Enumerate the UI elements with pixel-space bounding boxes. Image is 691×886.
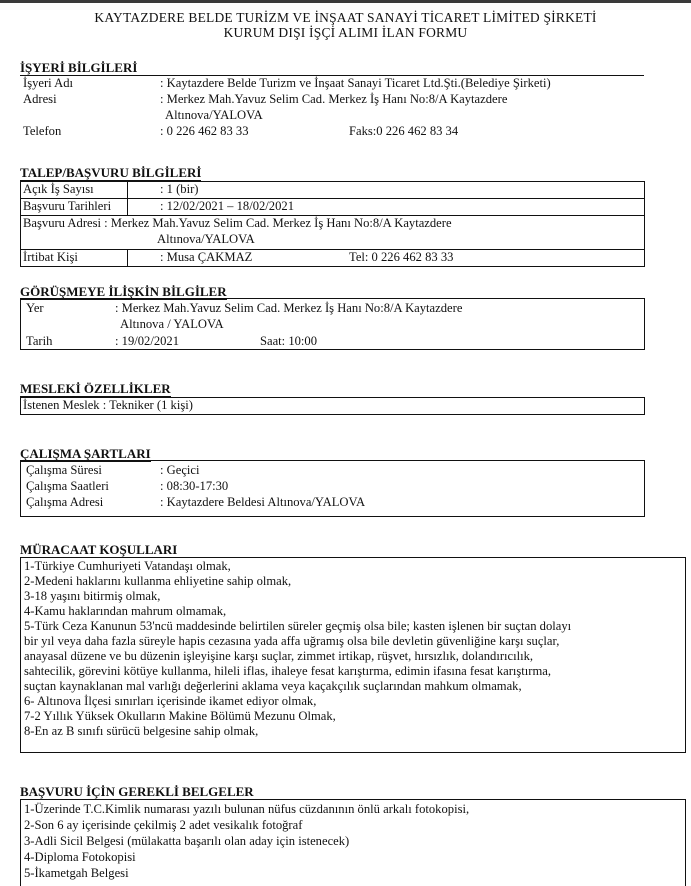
- calisma-sure-label: Çalışma Süresi: [26, 463, 102, 477]
- talep-acik-value: : 1 (bir): [160, 182, 199, 196]
- section-muracaat-title: MÜRACAAT KOŞULLARI: [20, 542, 178, 557]
- talep-tel: Tel: 0 226 462 83 33: [349, 250, 454, 264]
- muracaat-item: 4-Kamu haklarından mahrum olmamak,: [24, 604, 227, 618]
- isyeri-phone-label: Telefon: [23, 124, 62, 138]
- muracaat-item: 6- Altınova İlçesi sınırları içerisinde ikamet ediyor olmak,: [24, 694, 317, 708]
- muracaat-item: bir yıl veya daha fazla süreyle hapis cezasına yada affa uğramış olsa bile devletin güvenliğine karşı suçlar,: [24, 634, 560, 648]
- muracaat-item: 2-Medeni haklarını kullanma ehliyetine sahip olmak,: [24, 574, 292, 588]
- gorusme-tarih-value: : 19/02/2021: [115, 334, 180, 348]
- section-mesleki-title: MESLEKİ ÖZELLİKLER: [20, 381, 171, 396]
- belgeler-item: 2-Son 6 ay içerisinde çekilmiş 2 adet vesikalık fotoğraf: [24, 818, 303, 832]
- company-title: KAYTAZDERE BELDE TURİZM VE İNŞAAT SANAYİ TİCARET LİMİTED ŞİRKETİ: [94, 10, 597, 25]
- calisma-saat-value: : 08:30-17:30: [160, 479, 229, 493]
- isyeri-name-label: İşyeri Adı: [23, 76, 74, 90]
- section-talep-title: TALEP/BAŞVURU BİLGİLERİ: [20, 165, 202, 180]
- section-belgeler-title: BAŞVURU İÇİN GEREKLİ BELGELER: [20, 784, 254, 799]
- talep-adres-line1: Başvuru Adresi : Merkez Mah.Yavuz Selim Cad. Merkez İş Hanı No:8/A Kaytazdere: [23, 216, 452, 230]
- mesleki-line: İstenen Meslek : Tekniker (1 kişi): [23, 398, 193, 412]
- talep-adres-line2: Altınova/YALOVA: [157, 232, 255, 246]
- talep-col-divider-b: [127, 249, 128, 267]
- belgeler-list: [24, 801, 469, 881]
- muracaat-item: 3-18 yaşını bitirmiş olmak,: [24, 589, 161, 603]
- section-calisma-title: ÇALIŞMA ŞARTLARI: [20, 446, 151, 461]
- muracaat-item: 8-En az B sınıfı sürücü belgesine sahip olmak,: [24, 724, 259, 738]
- belgeler-item: 3-Adli Sicil Belgesi (mülakatta başarılı olan aday için istenecek): [24, 834, 350, 848]
- calisma-saat-label: Çalışma Saatleri: [26, 479, 109, 493]
- belgeler-item: 4-Diploma Fotokopisi: [24, 850, 136, 864]
- talep-acik-label: Açık İş Sayısı: [23, 182, 94, 196]
- gorusme-saat: Saat: 10:00: [260, 334, 318, 348]
- calisma-adres-label: Çalışma Adresi: [26, 495, 104, 509]
- belgeler-item: 5-İkametgah Belgesi: [24, 866, 129, 880]
- form-title: KURUM DIŞI İŞÇİ ALIMI İLAN FORMU: [223, 25, 468, 40]
- talep-irtibat-value: : Musa ÇAKMAZ: [160, 250, 253, 264]
- talep-irtibat-label: İrtibat Kişi: [23, 250, 78, 264]
- muracaat-item: sahtecilik, görevini kötüye kullanma, hileli iflas, ihaleye fesat karıştırma, edimin ifasına fesat karıştırma,: [24, 664, 552, 678]
- gorusme-tarih-label: Tarih: [26, 334, 53, 348]
- gorusme-yer-line1: : Merkez Mah.Yavuz Selim Cad. Merkez İş Hanı No:8/A Kaytazdere: [115, 301, 463, 315]
- talep-row-divider-3: [20, 249, 645, 250]
- muracaat-item: 1-Türkiye Cumhuriyeti Vatandaşı olmak,: [24, 559, 231, 573]
- talep-tarih-label: Başvuru Tarihleri: [23, 199, 112, 213]
- isyeri-name-value: : Kaytazdere Belde Turizm ve İnşaat Sanayi Ticaret Ltd.Şti.(Belediye Şirketi): [160, 76, 551, 90]
- isyeri-phone-value: : 0 226 462 83 33: [160, 124, 249, 138]
- talep-row-divider-1: [20, 198, 645, 199]
- muracaat-item: suçtan kaynaklanan mal varlığı değerlerini aklama veya kaçakçılık suçlarından mahkum olmamak,: [24, 679, 522, 693]
- muracaat-item: 5-Türk Ceza Kanunun 53'ncü maddesinde belirtilen süreler geçmiş olsa bile; kasten işlenen bir suçtan dolayı: [24, 619, 572, 633]
- isyeri-address-label: Adresi: [23, 92, 57, 106]
- isyeri-fax: Faks:0 226 462 83 34: [349, 124, 459, 138]
- muracaat-item: anayasal düzene ve bu düzenin işleyişine karşı suçlar, zimmet irtikap, rüşvet, hırsızlık, dolandırıcılık,: [24, 649, 534, 663]
- belgeler-item: 1-Üzerinde T.C.Kimlik numarası yazılı bulunan nüfus cüzdanının önlü arkalı fotokopisi,: [24, 802, 470, 816]
- gorusme-yer-label: Yer: [26, 301, 44, 315]
- section-gorusme-title: GÖRÜŞMEYE İLİŞKİN BİLGİLER: [20, 284, 227, 299]
- calisma-adres-value: : Kaytazdere Beldesi Altınova/YALOVA: [160, 495, 366, 509]
- window-top-edge: [0, 0, 691, 3]
- isyeri-address-line2: Altınova/YALOVA: [165, 108, 263, 122]
- muracaat-item: 7-2 Yıllık Yüksek Okulların Makine Bölümü Mezunu Olmak,: [24, 709, 336, 723]
- muracaat-list: [24, 559, 571, 739]
- section-isyeri-title: İŞYERİ BİLGİLERİ: [20, 60, 138, 75]
- isyeri-address-line1: : Merkez Mah.Yavuz Selim Cad. Merkez İş Hanı No:8/A Kaytazdere: [160, 92, 508, 106]
- calisma-sure-value: : Geçici: [160, 463, 200, 477]
- talep-tarih-value: : 12/02/2021 – 18/02/2021: [160, 199, 294, 213]
- talep-col-divider-a: [127, 181, 128, 215]
- gorusme-yer-line2: Altınova / YALOVA: [120, 317, 224, 331]
